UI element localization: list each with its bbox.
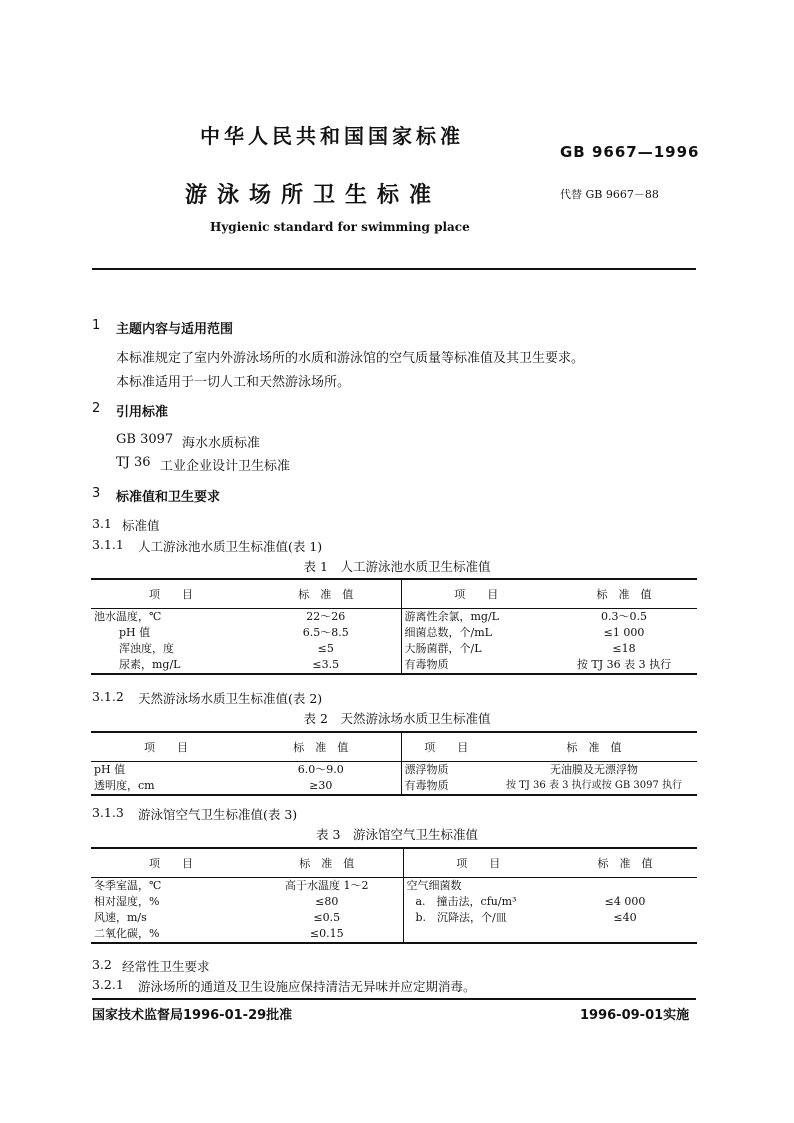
table-cell: 6.0～9.0 — [241, 762, 401, 779]
reference-code: TJ 36 — [116, 455, 151, 470]
table-cell: 浑浊度，度 — [119, 642, 174, 655]
column-header: 标 准 值 — [251, 848, 403, 878]
table-cell: 有毒物质 — [401, 657, 551, 674]
table-row — [91, 926, 697, 943]
table-cell: ≥30 — [241, 778, 401, 795]
column-header: 项 目 — [91, 579, 251, 609]
section-1-number: 1 — [92, 318, 101, 333]
header-rule — [92, 268, 696, 270]
table-cell: ≤18 — [612, 642, 636, 655]
table-cell: ≤5 — [251, 641, 401, 657]
section-3-2-number: 3.2 — [92, 957, 112, 972]
column-header: 项 目 — [91, 848, 251, 878]
section-3-2-1-number: 3.2.1 — [92, 977, 124, 992]
table-cell: 透明度，cm — [91, 778, 241, 795]
table-cell: 漂浮物质 — [404, 763, 449, 776]
table-row — [91, 609, 697, 626]
table-cell: b. 沉降法，个/皿 — [415, 911, 507, 924]
table-cell: ≤3.5 — [251, 657, 401, 674]
reference-name: 海水水质标准 — [182, 436, 261, 451]
section-3-number: 3 — [92, 486, 101, 501]
table-row — [91, 762, 697, 779]
table-cell — [553, 926, 697, 943]
standard-number: GB 9667—1996 — [560, 143, 700, 161]
table-cell: ≤80 — [251, 894, 403, 910]
table-3-caption: 表 3 游泳馆空气卫生标准值 — [316, 827, 478, 842]
reference-code: GB 3097 — [116, 432, 174, 447]
approval-date: 国家技术监督局1996-01-29批准 — [92, 1008, 293, 1023]
column-header: 项 目 — [401, 579, 551, 609]
table-header-row — [91, 579, 697, 609]
table-row — [91, 641, 697, 657]
table-cell: ≤40 — [613, 911, 637, 924]
section-3-1-title: 标准值 — [122, 518, 160, 533]
table-cell: ≤0.15 — [251, 926, 403, 943]
table-cell — [553, 878, 697, 895]
table-cell: 相对湿度，% — [94, 895, 160, 908]
section-1-paragraph-1: 本标准规定了室内外游泳场所的水质和游泳馆的空气质量等标准值及其卫生要求。 — [116, 351, 585, 366]
table-3 — [91, 847, 697, 944]
table-row — [91, 778, 697, 795]
table-cell: ≤1 000 — [603, 626, 645, 639]
table-cell: 游离性余氯，mg/L — [404, 610, 499, 623]
column-header: 标 准 值 — [491, 732, 697, 762]
table-cell: pH 值 — [119, 626, 151, 639]
section-3-1-2-title: 天然游泳场水质卫生标准值(表 2) — [138, 691, 323, 706]
section-2-number: 2 — [92, 401, 101, 416]
document-title-english: Hygienic standard for swimming place — [210, 220, 470, 234]
table-cell: 按 TJ 36 表 3 执行 — [551, 657, 697, 674]
section-3-2-title: 经常性卫生要求 — [122, 959, 210, 974]
section-3-title: 标准值和卫生要求 — [116, 490, 221, 505]
table-row — [91, 878, 697, 895]
section-1-title: 主题内容与适用范围 — [116, 322, 234, 337]
table-2-caption: 表 2 天然游泳场水质卫生标准值 — [303, 711, 491, 726]
table-cell: ≤0.5 — [251, 910, 403, 926]
reference-name: 工业企业设计卫生标准 — [160, 459, 291, 474]
table-cell: 6.5～8.5 — [251, 625, 401, 641]
table-cell: 有毒物质 — [401, 778, 491, 795]
table-cell: 二氧化碳，% — [91, 926, 251, 943]
table-cell: 按 TJ 36 表 3 执行或按 GB 3097 执行 — [491, 778, 697, 795]
table-cell: 22～26 — [251, 609, 401, 626]
table-1 — [91, 578, 697, 675]
replaces-note: 代替 GB 9667－88 — [560, 188, 659, 201]
section-2-title: 引用标准 — [116, 405, 169, 420]
table-cell: 大肠菌群，个/L — [404, 642, 482, 655]
table-cell: 风速，m/s — [94, 911, 147, 924]
footer-rule — [92, 998, 696, 1000]
table-header-row — [91, 848, 697, 878]
table-cell: 无油膜及无漂浮物 — [550, 763, 638, 776]
section-3-1-1-number: 3.1.1 — [92, 537, 124, 552]
table-cell: 空气细菌数 — [406, 879, 462, 892]
table-header-row — [91, 732, 697, 762]
section-3-1-1-title: 人工游泳池水质卫生标准值(表 1) — [138, 539, 323, 554]
table-row — [91, 657, 697, 674]
table-row — [91, 894, 697, 910]
column-header: 标 准 值 — [553, 848, 697, 878]
table-cell: 尿素，mg/L — [91, 657, 251, 674]
section-3-1-2-number: 3.1.2 — [92, 689, 124, 704]
table-1-caption: 表 1 人工游泳池水质卫生标准值 — [303, 559, 491, 574]
column-header: 项 目 — [91, 732, 241, 762]
table-cell: 冬季室温，℃ — [94, 879, 162, 892]
table-cell: a. 撞击法，cfu/m³ — [415, 895, 517, 908]
table-cell — [403, 926, 553, 943]
section-3-2-1-text: 游泳场所的通道及卫生设施应保持清洁无异味并应定期消毒。 — [138, 979, 476, 994]
table-cell: 0.3～0.5 — [601, 610, 647, 623]
table-cell: 细菌总数，个/mL — [404, 626, 492, 639]
column-header: 标 准 值 — [241, 732, 401, 762]
column-header: 标 准 值 — [251, 579, 401, 609]
document-title: 游泳场所卫生标准 — [185, 183, 442, 208]
column-header: 标 准 值 — [551, 579, 697, 609]
section-3-1-3-title: 游泳馆空气卫生标准值(表 3) — [138, 807, 298, 822]
table-row — [91, 625, 697, 641]
table-cell: ≤4 000 — [604, 895, 646, 908]
table-2 — [91, 731, 697, 796]
section-3-1-3-number: 3.1.3 — [92, 805, 124, 820]
section-3-1-number: 3.1 — [92, 516, 112, 531]
table-cell: 高于水温度 1～2 — [251, 878, 403, 895]
effective-date: 1996-09-01实施 — [580, 1008, 690, 1023]
table-cell: pH 值 — [94, 763, 126, 776]
column-header: 项 目 — [403, 848, 553, 878]
issuing-body: 中华人民共和国国家标准 — [200, 124, 464, 148]
column-header: 项 目 — [401, 732, 491, 762]
table-cell: 池水温度，℃ — [94, 610, 162, 623]
table-row — [91, 910, 697, 926]
section-1-paragraph-2: 本标准适用于一切人工和天然游泳场所。 — [116, 375, 351, 390]
